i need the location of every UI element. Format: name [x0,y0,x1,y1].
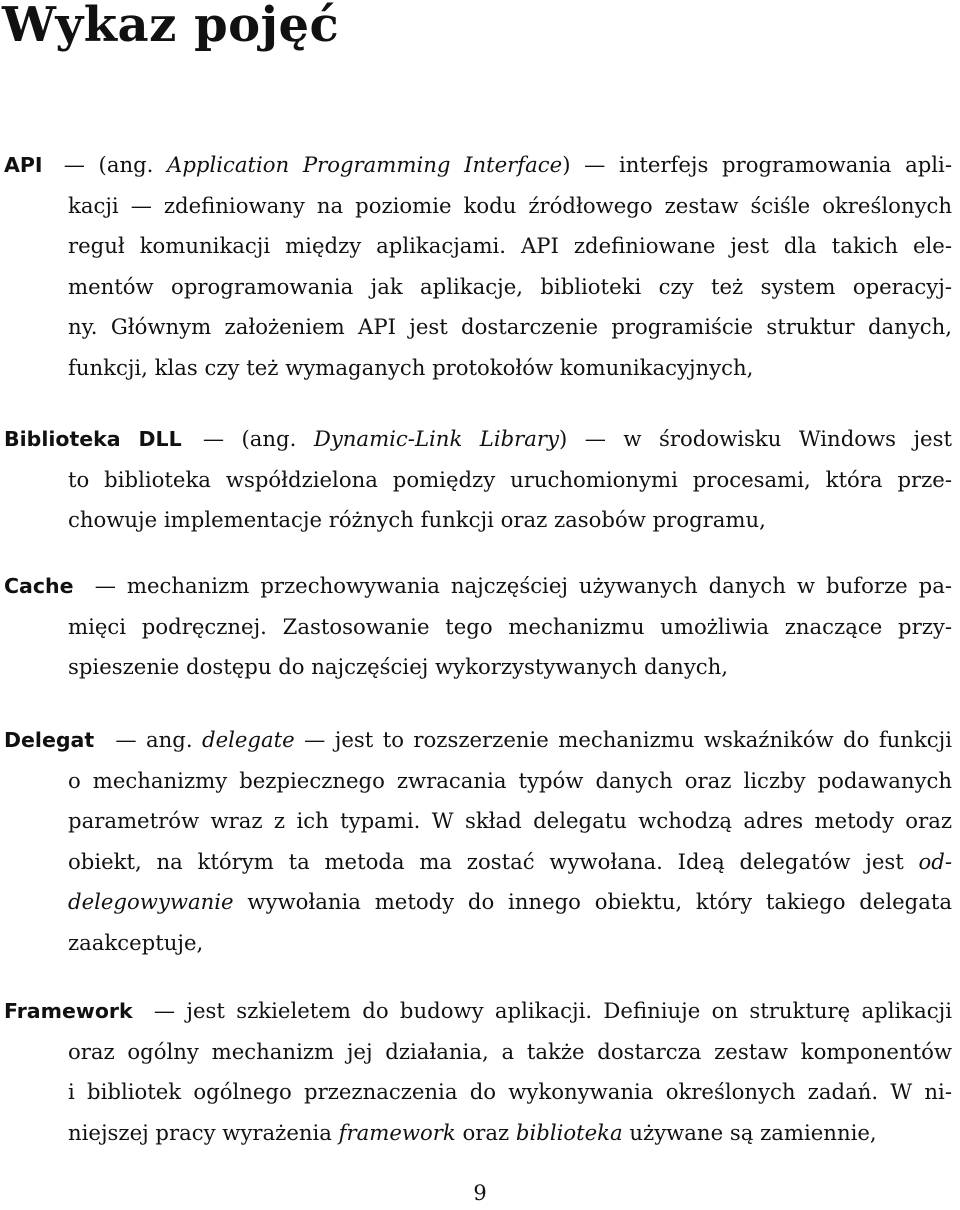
glossary-entry-delegat [4,720,952,964]
entry-term: Framework [4,999,133,1023]
page-number: 9 [473,1181,487,1205]
entry-line: chowuje implementacje różnych funkcji oraz zasobów programu, [68,507,766,533]
entry-line: API — (ang. Application Programming Interface) — interfejs programowania apli- [4,152,952,177]
entry-term: Cache [4,574,74,598]
glossary-entry-biblioteka-dll [4,419,952,541]
glossary-entry-cache [4,566,952,688]
entry-line: ny. Głównym założeniem API jest dostarczenie programiście struktur danych, [68,314,952,340]
entry-line: delegowywanie wywołania metody do innego obiektu, który takiego delegata [68,889,952,915]
entry-line: Cache — mechanizm przechowywania najczęściej używanych danych w buforze pa- [4,573,952,598]
entry-line: funkcji, klas czy też wymaganych protokołów komunikacyjnych, [68,354,754,380]
entry-line: reguł komunikacji między aplikacjami. API zdefiniowane jest dla takich ele- [68,233,952,259]
entry-line: parametrów wraz z ich typami. W skład delegatu wchodzą adres metody oraz [68,808,952,834]
entry-line: zaakceptuje, [68,929,204,955]
page-title: Wykaz pojęć [2,0,340,53]
entry-line: to biblioteka współdzielona pomiędzy uruchomionymi procesami, która prze- [68,466,952,492]
entry-line: mięci podręcznej. Zastosowanie tego mechanizmu umożliwia znaczące przy- [68,613,952,639]
entry-line: oraz ogólny mechanizm jej działania, a także dostarcza zestaw komponentów [68,1038,952,1064]
entry-line: kacji — zdefiniowany na poziomie kodu źródłowego zestaw ściśle określonych [68,192,952,218]
entry-line: Biblioteka DLL — (ang. Dynamic-Link Library) — w środowisku Windows jest [4,426,952,451]
glossary-entry-api [4,145,952,389]
entry-line: obiekt, na którym ta metoda ma zostać wywołana. Ideą delegatów jest od- [68,848,952,874]
entry-line: Framework — jest szkieletem do budowy aplikacji. Definiuje on strukturę aplikacji [4,998,952,1023]
entry-term: Biblioteka DLL [4,427,182,451]
entry-line: o mechanizmy bezpiecznego zwracania typów danych oraz liczby podawanych [68,767,952,793]
entry-term: Delegat [4,728,95,752]
entry-line: Delegat — ang. delegate — jest to rozszerzenie mechanizmu wskaźników do funkcji [4,727,952,752]
entry-line: niejszej pracy wyrażenia framework oraz biblioteka używane są zamiennie, [68,1119,877,1145]
entry-line: i bibliotek ogólnego przeznaczenia do wykonywania określonych zadań. W ni- [68,1079,952,1105]
entry-line: spieszenie dostępu do najczęściej wykorzystywanych danych, [68,654,729,680]
glossary-entry-framework [4,991,952,1153]
entry-line: mentów oprogramowania jak aplikacje, biblioteki czy też system operacyj- [68,273,952,299]
entry-term: API [4,153,43,177]
